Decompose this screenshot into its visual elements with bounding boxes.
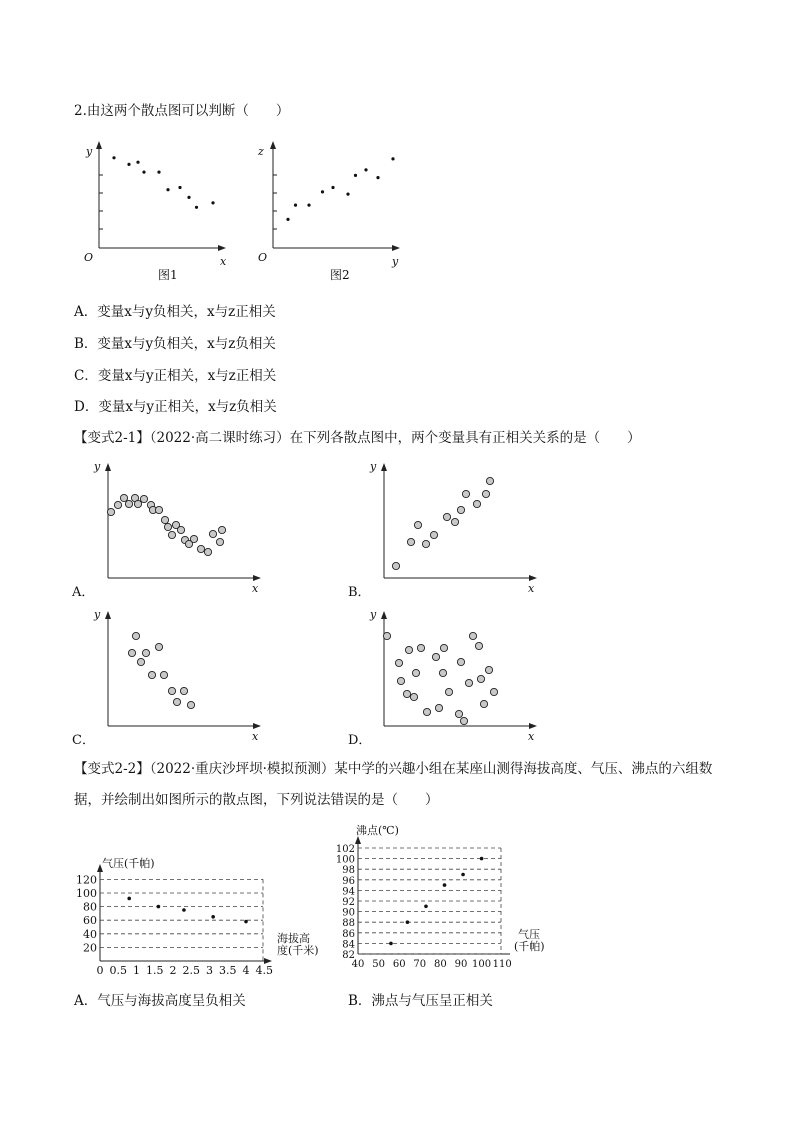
fig2-point-1 [294,204,297,207]
plot-d-option-label: D． [348,733,372,748]
pressure-chart-y-title: 气压(千帕) [102,857,155,870]
pA-point-11 [164,523,171,530]
chartP-y-tick-60: 60 [83,914,97,928]
pA-point-22 [218,526,225,533]
fig1-point-9 [211,201,214,204]
plot-a-y-arrow [105,463,111,471]
pB-point-10 [482,490,489,497]
chartP-y-tick-80: 80 [83,900,97,914]
chartB-point-0 [389,942,393,946]
pA-point-18 [197,545,204,552]
chartP-y-tick-20: 20 [83,941,97,955]
plot-a-x-label: x [252,582,259,595]
pA-point-2 [120,494,127,501]
fig2-x-arrow [392,245,400,251]
fig2-point-4 [331,186,334,189]
fig1-point-1 [127,163,130,166]
pressure-chart-x-title-line-2: 度(千米) [277,944,319,957]
chartP-x-tick-2.5: 2.5 [182,964,200,977]
pC-point-1 [132,632,139,639]
fig1-point-4 [157,171,160,174]
pD-point-12 [440,644,447,651]
pB-point-7 [457,506,464,513]
pB-point-4 [430,531,437,538]
pressure-altitude-chart [76,850,342,977]
fig1-point-5 [166,188,169,191]
pB-point-9 [473,500,480,507]
pA-point-14 [177,526,184,533]
plot-d-y-arrow [381,611,387,619]
pB-point-2 [414,521,421,528]
plot-d-x-label: x [528,730,535,743]
pC-point-7 [168,687,175,694]
pA-point-12 [168,531,175,538]
boiling-chart-y-title: 沸点(℃) [356,824,399,837]
pB-point-8 [462,490,469,497]
plot-c-x-label: x [252,730,259,743]
pD-point-21 [480,700,487,707]
pD-point-2 [397,677,404,684]
pD-point-9 [432,653,439,660]
fig2-point-8 [376,176,379,179]
pA-point-21 [216,538,223,545]
chartB-x-tick-60: 60 [392,959,406,970]
pressure-chart-x-title-line-1: 海拔高 [277,932,310,945]
plot-d-x-arrow [529,723,537,729]
boiling-chart-y-arrow [355,836,361,844]
chartP-point-3 [211,915,215,919]
pD-point-5 [410,693,417,700]
fig2-y-ticks [273,175,277,229]
fig1-y-ticks [99,175,103,229]
fig1-x-arrow [218,245,226,251]
scatter-option-c [72,604,272,750]
chartB-point-2 [424,905,428,909]
chartP-x-tick-4: 4 [242,964,250,977]
pD-point-1 [395,659,402,666]
pC-point-5 [155,643,162,650]
fig2-y-label: z [258,145,264,158]
pressure-chart-x-ticks [97,964,274,977]
pA-point-5 [134,500,141,507]
fig2-point-7 [364,168,367,171]
fig2-point-6 [354,174,357,177]
fig2-point-5 [346,193,349,196]
fig1-caption: 图1 [158,268,178,282]
pA-point-3 [125,500,132,507]
chartB-y-tick-88: 88 [342,918,355,930]
pD-point-8 [423,708,430,715]
plot-c-y-arrow [105,611,111,619]
fig2-y-arrow [270,141,276,149]
plot-a-y-label: y [94,460,101,473]
chartP-point-4 [244,920,248,924]
pC-point-2 [137,658,144,665]
plot-a-x-arrow [253,575,261,581]
fig1-y-arrow [96,141,102,149]
fig2-x-label: y [392,255,399,268]
pD-point-3 [403,690,410,697]
pC-point-3 [142,649,149,656]
fig2-point-2 [307,204,310,207]
pA-point-1 [114,501,121,508]
chartB-y-tick-82: 82 [342,950,355,961]
q2-option-a[interactable]: A．变量x与y负相关，x与z正相关 [74,304,276,320]
plot-c-x-arrow [253,723,261,729]
pA-point-19 [204,548,211,555]
pD-point-13 [445,688,452,695]
plot-b-x-label: x [528,582,535,595]
q2-option-c[interactable]: C．变量x与y正相关，x与z正相关 [74,368,277,384]
plot-c-points [128,632,194,708]
plot-b-y-label: y [370,460,377,473]
pA-point-10 [161,516,168,523]
pA-point-9 [155,506,162,513]
scatter-option-d [348,604,548,750]
chartP-point-2 [182,908,186,912]
pC-point-10 [187,701,194,708]
pressure-chart-y-ticks [76,873,97,954]
fig2-point-9 [391,157,394,160]
fig2-point-3 [321,190,324,193]
chartP-x-tick-0.5: 0.5 [109,964,127,977]
chartP-x-tick-1.5: 1.5 [146,964,164,977]
q2-option-b[interactable]: B．变量x与y负相关，x与z负相关 [74,336,276,352]
pB-point-1 [407,538,414,545]
pressure-chart-points [127,897,247,924]
boiling-chart-x-title-line-1: 气压 [518,928,540,941]
pD-point-11 [439,669,446,676]
pC-point-0 [128,649,135,656]
fig1-point-0 [112,156,115,159]
pD-point-15 [457,658,464,665]
chartB-y-tick-84: 84 [342,939,355,951]
pD-point-23 [490,688,497,695]
chartB-y-tick-102: 102 [335,844,355,855]
pD-point-17 [465,679,472,686]
chartB-y-tick-86: 86 [342,928,355,940]
pD-point-19 [475,642,482,649]
pB-point-11 [486,477,493,484]
v22-option-a[interactable]: A．气压与海拔高度呈负相关 [74,993,246,1009]
q2-option-d[interactable]: D．变量x与y正相关，x与z负相关 [74,399,277,415]
scatter-option-a [72,456,272,602]
pC-point-8 [173,698,180,705]
chartB-y-tick-92: 92 [342,897,355,908]
v22-option-b[interactable]: B．沸点与气压呈正相关 [348,993,493,1009]
chartB-x-tick-100: 100 [472,959,492,970]
scatter-option-b [348,456,548,602]
pD-point-22 [485,666,492,673]
pB-point-0 [392,562,399,569]
pD-point-20 [477,675,484,682]
chartB-point-1 [406,920,410,924]
chartP-y-tick-100: 100 [76,887,97,900]
variant-2-2-stem-line-2: 据，并绘制出如图所示的散点图，下列说法错误的是（ ） [74,792,439,808]
plot-d-y-label: y [370,608,377,621]
pB-point-5 [443,513,450,520]
pC-point-4 [148,671,155,678]
chartB-y-tick-100: 100 [335,854,355,866]
chartB-x-tick-40: 40 [351,959,365,970]
chartB-point-5 [480,857,484,861]
pC-point-9 [180,687,187,694]
chartP-x-tick-0: 0 [96,964,104,977]
chartP-x-tick-4.5: 4.5 [255,964,273,977]
chartB-point-3 [443,883,447,887]
variant-2-2-stem-line-1: 【变式2-2】（2022·重庆沙坪坝·模拟预测）某中学的兴趣小组在某座山测得海拔高度、气压、沸点的六组数 [74,761,713,777]
pressure-chart-grid [100,879,263,961]
plot-c-y-label: y [94,608,101,621]
pD-point-0 [383,632,390,639]
fig1-x-label: x [220,255,227,268]
plot-a-points [107,494,225,555]
fig1-y-label: y [86,145,93,158]
fig1-origin-label: O [84,251,94,264]
chartB-x-tick-70: 70 [413,959,427,970]
pD-point-6 [412,669,419,676]
chartB-x-tick-90: 90 [454,959,468,970]
chartB-y-tick-98: 98 [342,865,355,877]
pD-point-10 [435,704,442,711]
fig2-point-0 [286,218,289,221]
fig2-origin-label: O [258,251,268,264]
chartB-y-tick-90: 90 [342,907,355,919]
question-2-stem: 2.由这两个散点图可以判断（ ） [74,103,290,119]
pA-point-6 [140,495,147,502]
plot-b-points [392,477,493,569]
boiling-chart-grid [358,848,501,954]
boiling-chart-x-title-line-2: (千帕) [514,940,545,953]
chartB-x-tick-50: 50 [372,959,385,970]
boiling-chart-x-ticks [352,959,512,970]
fig1-point-8 [195,206,198,209]
chartP-y-tick-40: 40 [83,927,97,941]
chartP-point-1 [157,905,161,909]
plot-b-option-label: B． [348,585,371,600]
chartB-point-4 [461,873,465,877]
plot-a-option-label: A． [72,585,95,600]
pD-point-16 [460,717,467,724]
scatter-figure-1 [80,135,250,285]
chartP-x-tick-1: 1 [133,964,140,977]
fig1-point-7 [187,196,190,199]
pD-point-18 [469,632,476,639]
chartB-y-tick-96: 96 [342,875,355,887]
chartP-x-tick-2: 2 [169,964,177,977]
chartP-x-tick-3.5: 3.5 [219,964,237,977]
plot-c-option-label: C． [72,733,95,748]
plot-b-y-arrow [381,463,387,471]
pA-point-20 [209,530,216,537]
plot-d-points [383,632,497,724]
fig1-points [112,156,214,209]
plot-b-x-arrow [529,575,537,581]
chartP-x-tick-3: 3 [206,964,213,977]
chartP-y-tick-120: 120 [76,873,97,887]
pD-point-4 [405,646,412,653]
scatter-figure-2 [252,135,422,285]
pA-point-0 [107,508,114,515]
fig2-caption: 图2 [330,268,350,282]
pD-point-14 [455,710,462,717]
pA-point-17 [190,535,197,542]
chartB-x-tick-80: 80 [434,959,447,970]
pB-point-6 [451,518,458,525]
boiling-chart-y-ticks [336,844,355,961]
variant-2-1-stem: 【变式2-1】（2022·高二课时练习）在下列各散点图中，两个变量具有正相关关系的是（ ） [74,430,641,446]
chartP-point-0 [127,897,131,901]
boiling-point-pressure-chart [334,820,545,970]
pB-point-3 [422,540,429,547]
fig1-point-2 [136,161,139,164]
pC-point-6 [160,671,167,678]
pD-point-7 [417,644,424,651]
chartB-x-tick-110: 110 [492,959,512,970]
fig1-point-6 [178,186,181,189]
fig2-points [286,157,394,221]
fig1-point-3 [142,171,145,174]
chartB-y-tick-94: 94 [342,886,355,898]
